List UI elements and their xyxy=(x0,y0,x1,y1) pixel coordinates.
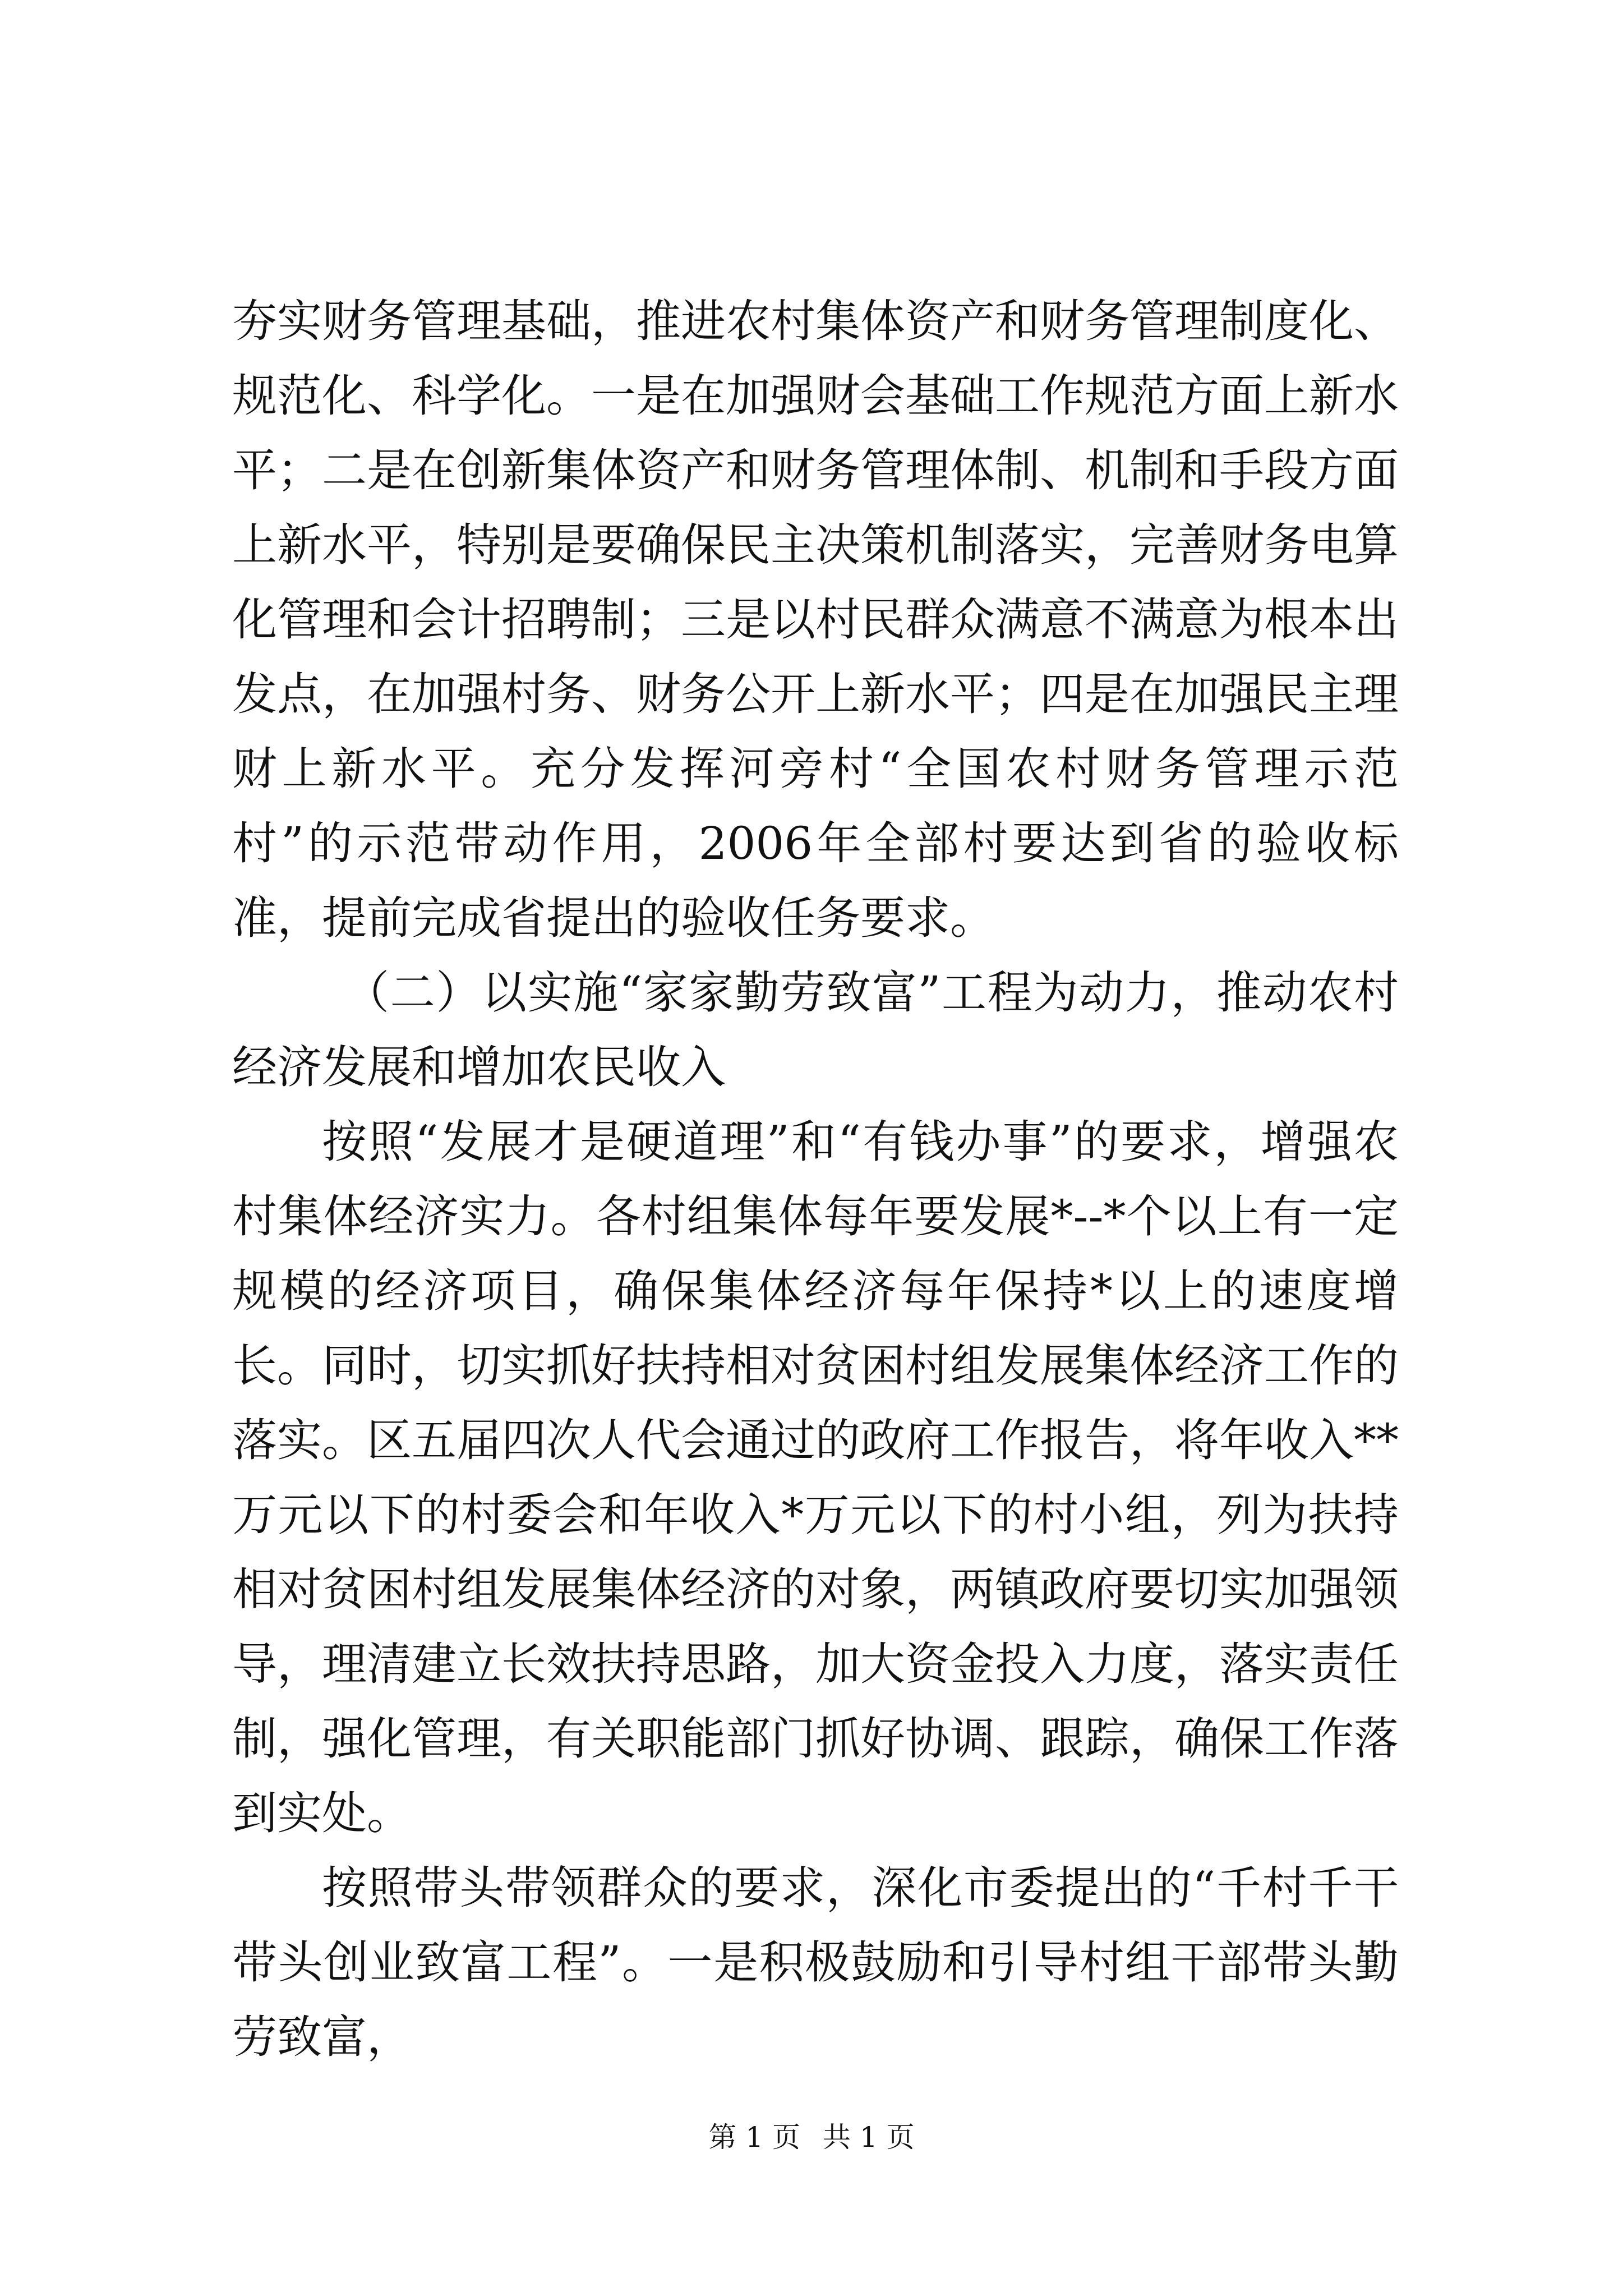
section-heading-2: （二）以实施“家家勤劳致富”工程为动力，推动农村经济发展和增加农民收入 xyxy=(232,967,1399,1093)
page-total: 共 1 页 xyxy=(823,2121,915,2154)
page-number: 第 1 页 xyxy=(708,2121,800,2154)
page-footer xyxy=(0,2120,1623,2154)
paragraph-finance-management: 夯实财务管理基础，推进农村集体资产和财务管理制度化、规范化、科学化。一是在加强财会基础工作规范方面上新水平；二是在创新集体资产和财务管理体制、机制和手段方面上新水平，特别是要确保民主决策机制落实，完善财务电算化管理和会计招聘制；三是以村民群众满意不满意为根本出发点，在加强村务、财务公开上新水平；四是在加强民主理财上新水平。充分发挥河旁村“全国农村财务管理示范村”的示范带动作用，2006年全部村要达到省的验收标准，提前完成省提出的验收任务要求。 xyxy=(232,295,1399,944)
document-body xyxy=(232,284,1399,2074)
paragraph-collective-economy: 按照“发展才是硬道理”和“有钱办事”的要求，增强农村集体经济实力。各村组集体每年要发展*--*个以上有一定规模的经济项目，确保集体经济每年保持*以上的速度增长。同时，切实抓好扶持相对贫困村组发展集体经济工作的落实。区五届四次人代会通过的政府工作报告，将年收入**万元以下的村委会和年收入*万元以下的村小组，列为扶持相对贫困村组发展集体经济的对象，两镇政府要切实加强领导，理清建立长效扶持思路，加大资金投入力度，落实责任制，强化管理，有关职能部门抓好协调、跟踪，确保工作落到实处。 xyxy=(232,1116,1399,1839)
paragraph-cadre-entrepreneurship: 按照带头带领群众的要求，深化市委提出的“千村千干带头创业致富工程”。一是积极鼓励和引导村组干部带头勤劳致富， xyxy=(232,1862,1399,2063)
